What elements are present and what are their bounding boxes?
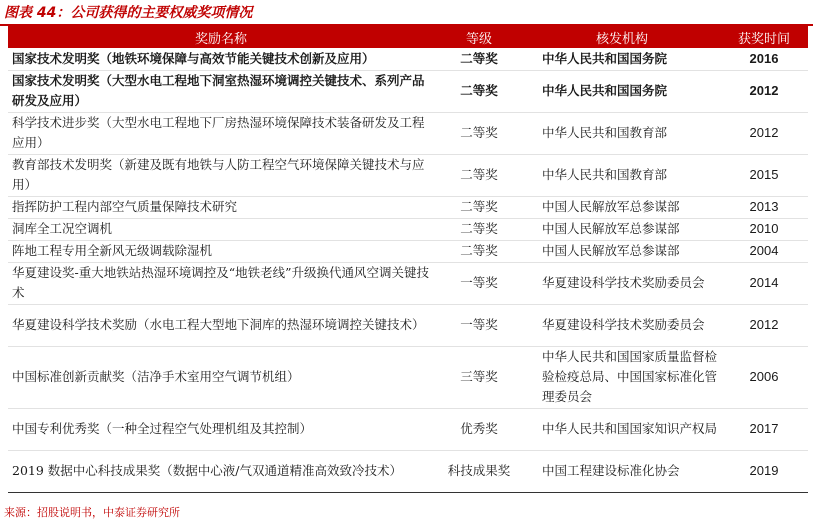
issuer-cell: 华夏建设科学技术奖励委员会 bbox=[524, 304, 720, 346]
figure-title: 图表 44：公司获得的主要权威奖项情况 bbox=[4, 5, 253, 21]
table-row bbox=[8, 154, 808, 196]
award-name-cell: 洞库全工况空调机 bbox=[8, 218, 434, 240]
table-row bbox=[8, 450, 808, 492]
table-header-row bbox=[8, 26, 808, 48]
award-name-cell: 2019 数据中心科技成果奖（数据中心液/气双通道精准高效致冷技术） bbox=[8, 450, 434, 492]
issuer-cell: 华夏建设科学技术奖励委员会 bbox=[524, 262, 720, 304]
issuer-cell: 中国人民解放军总参谋部 bbox=[524, 240, 720, 262]
awards-table bbox=[8, 26, 808, 493]
table-row bbox=[8, 112, 808, 154]
level-cell: 二等奖 bbox=[434, 218, 524, 240]
table-row bbox=[8, 48, 808, 70]
year-cell: 2012 bbox=[720, 112, 808, 154]
level-cell: 三等奖 bbox=[434, 346, 524, 408]
level-cell: 二等奖 bbox=[434, 196, 524, 218]
issuer-cell: 中华人民共和国教育部 bbox=[524, 112, 720, 154]
award-name-cell: 教育部技术发明奖（新建及既有地铁与人防工程空气环境保障关键技术与应用） bbox=[8, 154, 434, 196]
year-cell: 2006 bbox=[720, 346, 808, 408]
level-cell: 二等奖 bbox=[434, 240, 524, 262]
level-cell: 二等奖 bbox=[434, 70, 524, 112]
year-cell: 2017 bbox=[720, 408, 808, 450]
table-row bbox=[8, 262, 808, 304]
year-cell: 2016 bbox=[720, 48, 808, 70]
level-cell: 一等奖 bbox=[434, 304, 524, 346]
award-name-cell: 国家技术发明奖（地铁环境保障与高效节能关键技术创新及应用） bbox=[8, 48, 434, 70]
table-row bbox=[8, 218, 808, 240]
year-cell: 2004 bbox=[720, 240, 808, 262]
award-name-cell: 科学技术进步奖（大型水电工程地下厂房热湿环境保障技术装备研发及工程应用） bbox=[8, 112, 434, 154]
table-row bbox=[8, 346, 808, 408]
award-name-cell: 中国专利优秀奖（一种全过程空气处理机组及其控制） bbox=[8, 408, 434, 450]
year-cell: 2012 bbox=[720, 304, 808, 346]
table-row bbox=[8, 240, 808, 262]
issuer-cell: 中华人民共和国教育部 bbox=[524, 154, 720, 196]
header-level: 等级 bbox=[434, 26, 524, 48]
level-cell: 优秀奖 bbox=[434, 408, 524, 450]
issuer-cell: 中国人民解放军总参谋部 bbox=[524, 196, 720, 218]
header-award-name: 奖励名称 bbox=[8, 26, 434, 48]
year-cell: 2012 bbox=[720, 70, 808, 112]
source-note: 来源：招股说明书，中泰证券研究所 bbox=[4, 506, 180, 519]
year-cell: 2013 bbox=[720, 196, 808, 218]
award-name-cell: 华夏建设科学技术奖励（水电工程大型地下洞库的热湿环境调控关键技术） bbox=[8, 304, 434, 346]
year-cell: 2014 bbox=[720, 262, 808, 304]
award-name-cell: 指挥防护工程内部空气质量保障技术研究 bbox=[8, 196, 434, 218]
table-row bbox=[8, 196, 808, 218]
award-name-cell: 中国标准创新贡献奖（洁净手术室用空气调节机组） bbox=[8, 346, 434, 408]
issuer-cell: 中国工程建设标准化协会 bbox=[524, 450, 720, 492]
level-cell: 二等奖 bbox=[434, 48, 524, 70]
year-cell: 2010 bbox=[720, 218, 808, 240]
award-name-cell: 华夏建设奖-重大地铁站热湿环境调控及“地铁老线”升级换代通风空调关键技术 bbox=[8, 262, 434, 304]
table-row bbox=[8, 304, 808, 346]
header-issuer: 核发机构 bbox=[524, 26, 720, 48]
table-body bbox=[8, 48, 808, 492]
issuer-cell: 中华人民共和国国家知识产权局 bbox=[524, 408, 720, 450]
issuer-cell: 中华人民共和国国务院 bbox=[524, 70, 720, 112]
year-cell: 2019 bbox=[720, 450, 808, 492]
award-name-cell: 阵地工程专用全新风无级调载除湿机 bbox=[8, 240, 434, 262]
table-row bbox=[8, 70, 808, 112]
award-name-cell: 国家技术发明奖（大型水电工程地下洞室热湿环境调控关键技术、系列产品研发及应用） bbox=[8, 70, 434, 112]
issuer-cell: 中华人民共和国国家质量监督检验检疫总局、中国国家标准化管理委员会 bbox=[524, 346, 720, 408]
level-cell: 一等奖 bbox=[434, 262, 524, 304]
issuer-cell: 中国人民解放军总参谋部 bbox=[524, 218, 720, 240]
level-cell: 二等奖 bbox=[434, 154, 524, 196]
issuer-cell: 中华人民共和国国务院 bbox=[524, 48, 720, 70]
level-cell: 科技成果奖 bbox=[434, 450, 524, 492]
table-row bbox=[8, 408, 808, 450]
year-cell: 2015 bbox=[720, 154, 808, 196]
header-year: 获奖时间 bbox=[720, 26, 808, 48]
level-cell: 二等奖 bbox=[434, 112, 524, 154]
